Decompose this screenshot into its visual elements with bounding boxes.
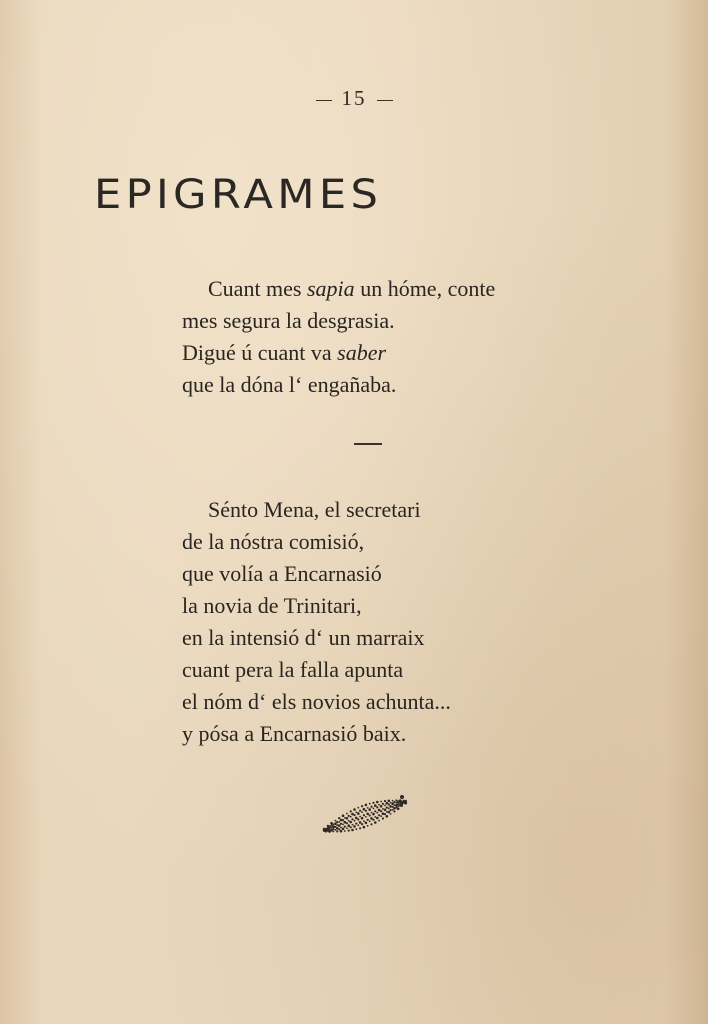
verse-text: Digué ú cuant va bbox=[182, 340, 338, 365]
verse-text: Cuant mes bbox=[208, 276, 307, 301]
verse-line: que la dóna l‘ engañaba. bbox=[182, 372, 397, 397]
dash-left bbox=[316, 100, 332, 101]
verse-line: cuant pera la falla apunta bbox=[182, 657, 404, 682]
verse-emphasis: sapia bbox=[307, 276, 355, 301]
stippled-leaf-ornament-icon bbox=[318, 792, 414, 836]
verse-line bbox=[182, 337, 495, 369]
verse-line: y pósa a Encarnasió baix. bbox=[182, 721, 407, 746]
verse-line: el nóm d‘ els novios achunta... bbox=[182, 689, 451, 714]
stanza-separator bbox=[354, 443, 382, 445]
dash-right bbox=[377, 100, 393, 101]
epigram-stanza-2 bbox=[182, 494, 451, 750]
verse-line: en la intensió d‘ un marraix bbox=[182, 625, 425, 650]
verse-line: de la nóstra comisió, bbox=[182, 529, 365, 554]
page-number-value: 15 bbox=[341, 86, 367, 110]
page-number bbox=[0, 86, 708, 111]
verse-line: la novia de Trinitari, bbox=[182, 593, 362, 618]
epigram-stanza-1 bbox=[182, 273, 495, 401]
verse-text: un hóme, conte bbox=[354, 276, 496, 301]
section-title: EPIGRAMES bbox=[94, 172, 383, 218]
verse-line: Sénto Mena, el secretari bbox=[208, 497, 421, 522]
verse-line: mes segura la desgrasia. bbox=[182, 308, 395, 333]
verse-line bbox=[182, 273, 495, 305]
verse-line: que volía a Encarnasió bbox=[182, 561, 382, 586]
verse-emphasis: saber bbox=[337, 340, 387, 365]
